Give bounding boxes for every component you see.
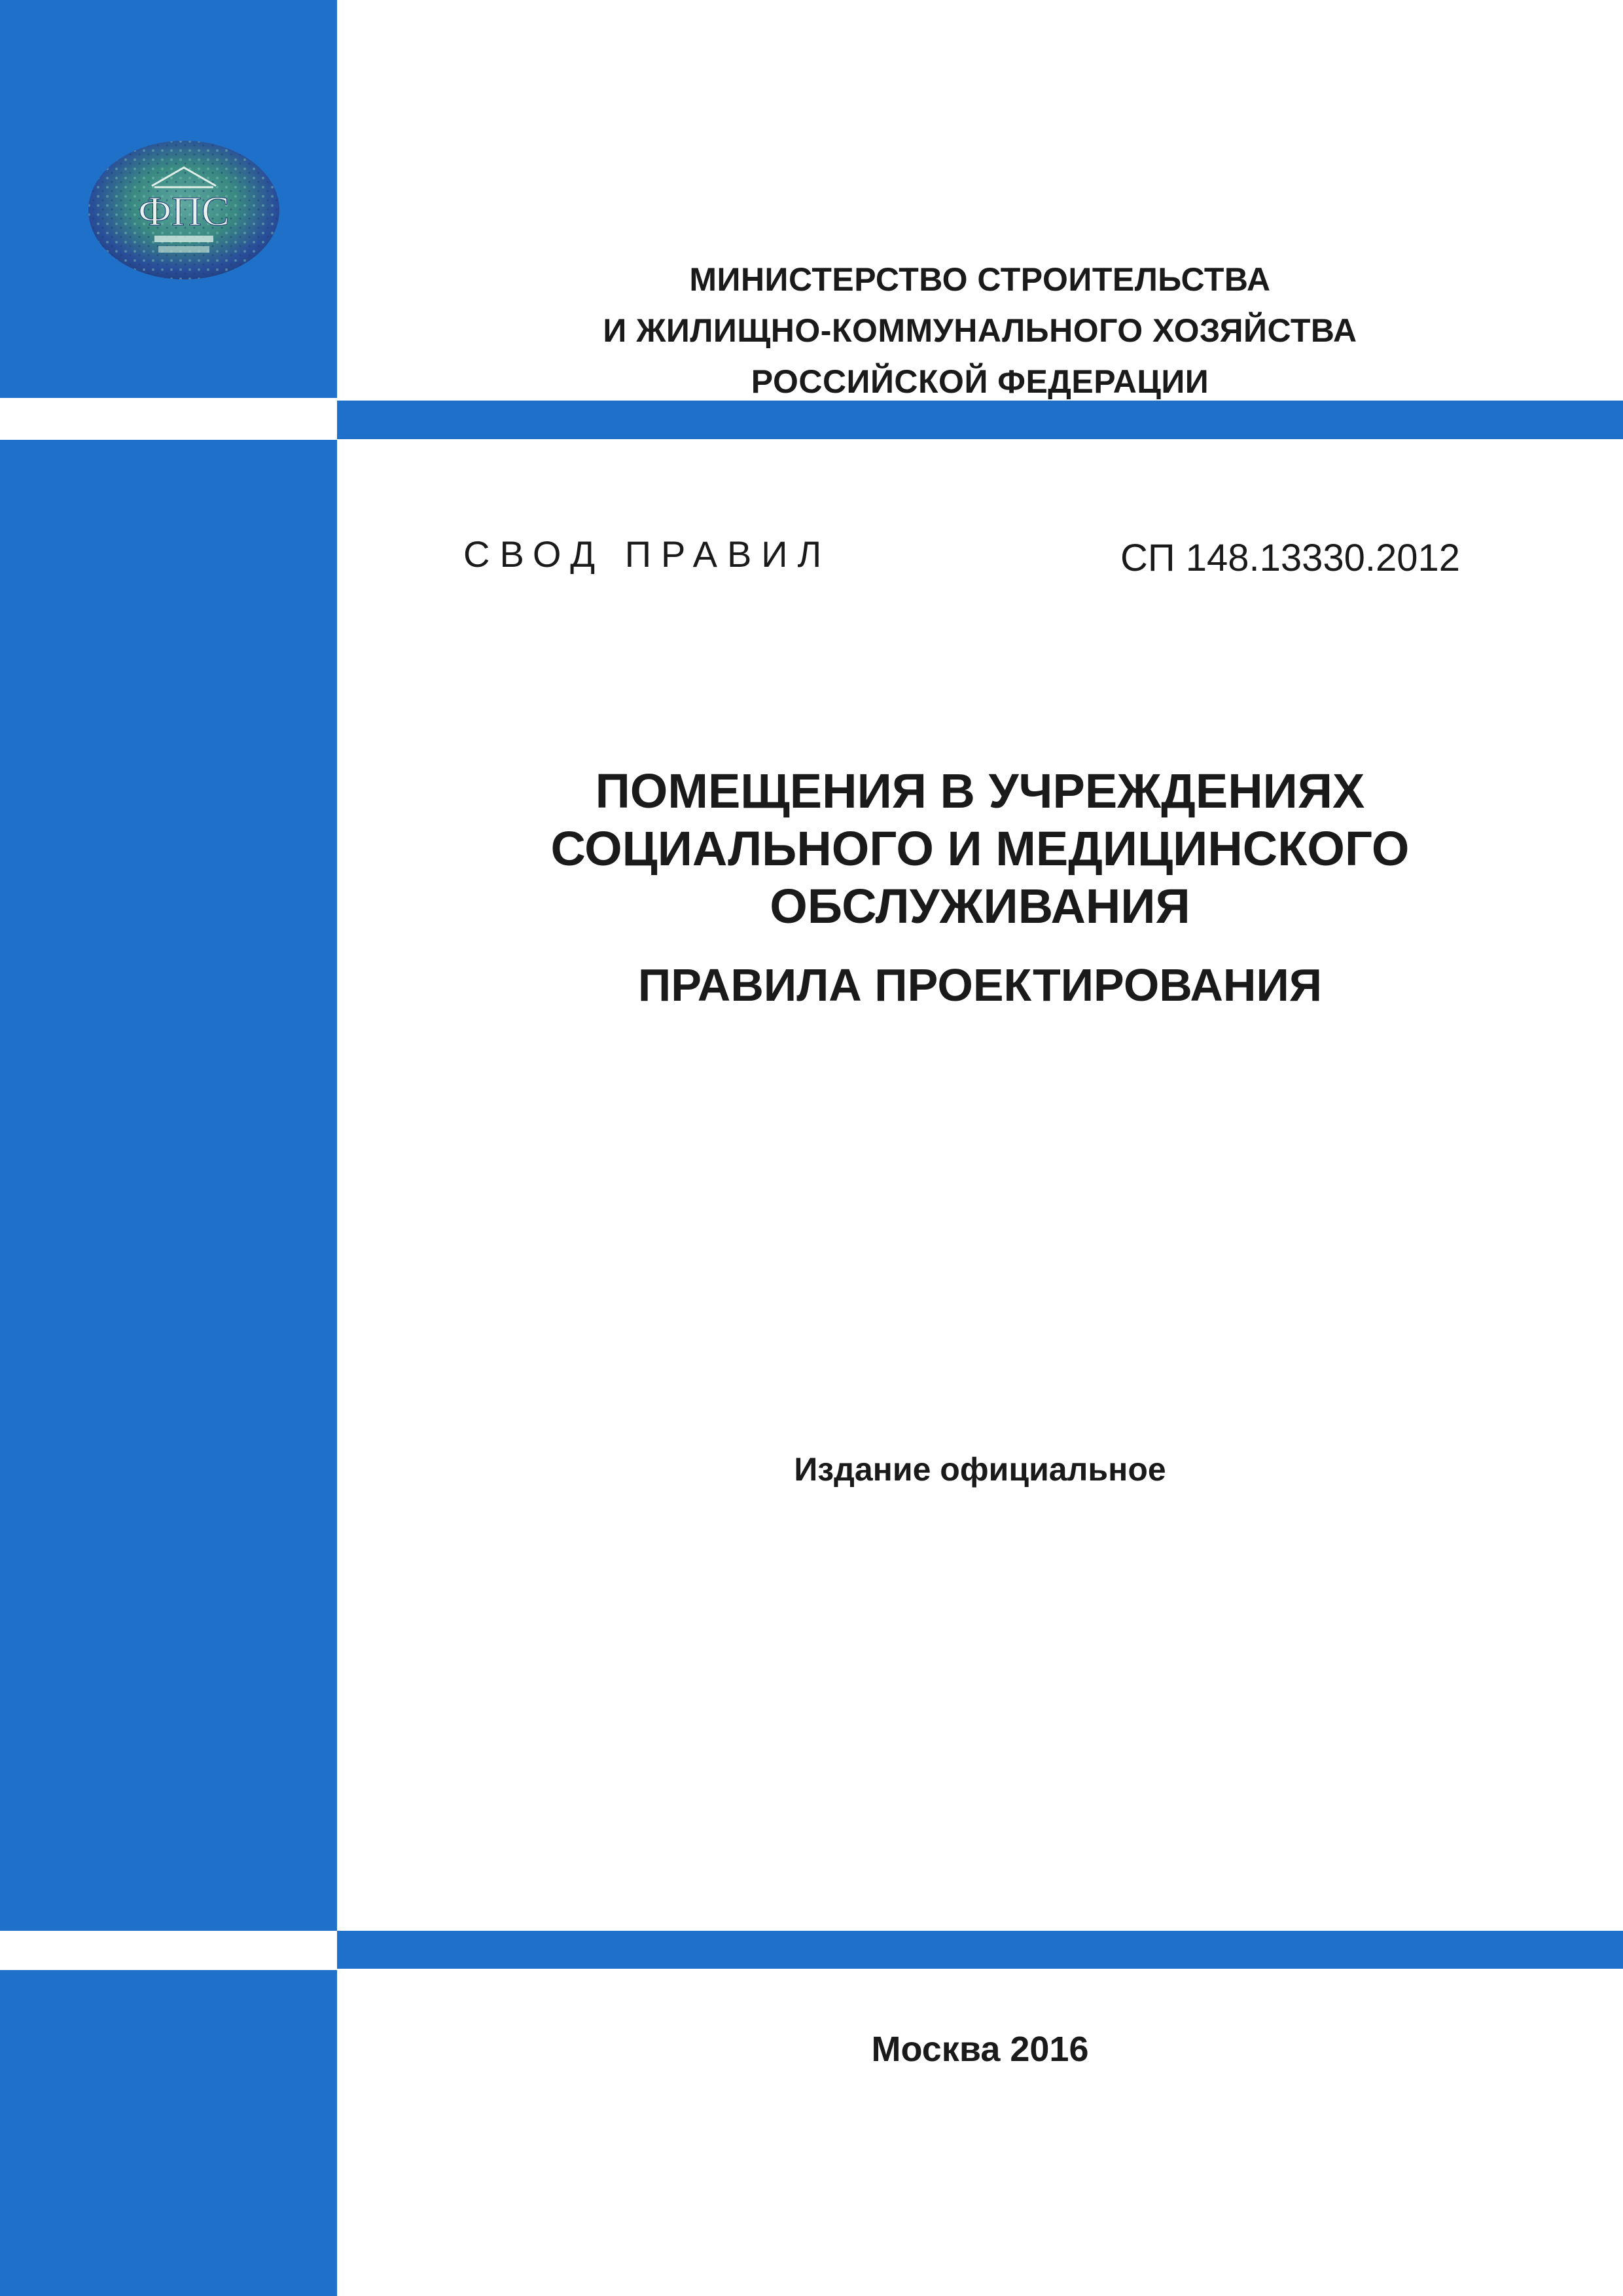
document-title [337,762,1623,935]
bottom-stripe [337,1931,1623,1969]
document-type: СВОД ПРАВИЛ [463,533,832,575]
edition-label: Издание официальное [794,1451,1166,1488]
title-line-1: ПОМЕЩЕНИЯ В УЧРЕЖДЕНИЯХ [595,764,1365,818]
ministry-line-3: РОССИЙСКОЙ ФЕДЕРАЦИИ [751,363,1209,400]
imprint-city-year: Москва 2016 [871,2030,1089,2069]
logo-letters: ФПС [138,188,230,234]
document-number: СП 148.13330.2012 [1120,537,1460,579]
left-band-main [0,440,337,1931]
ministry-header [337,254,1623,407]
document-subtitle: ПРАВИЛА ПРОЕКТИРОВАНИЯ [637,960,1323,1011]
hologram-seal-icon [86,139,281,281]
title-line-2: СОЦИАЛЬНОГО И МЕДИЦИНСКОГО [550,821,1410,876]
left-band-bottom [0,1970,337,2296]
ministry-line-1: МИНИСТЕРСТВО СТРОИТЕЛЬСТВА [689,261,1271,298]
ministry-line-2: И ЖИЛИЩНО-КОММУНАЛЬНОГО ХОЗЯЙСТВА [603,312,1357,349]
title-line-3: ОБСЛУЖИВАНИЯ [770,879,1190,933]
